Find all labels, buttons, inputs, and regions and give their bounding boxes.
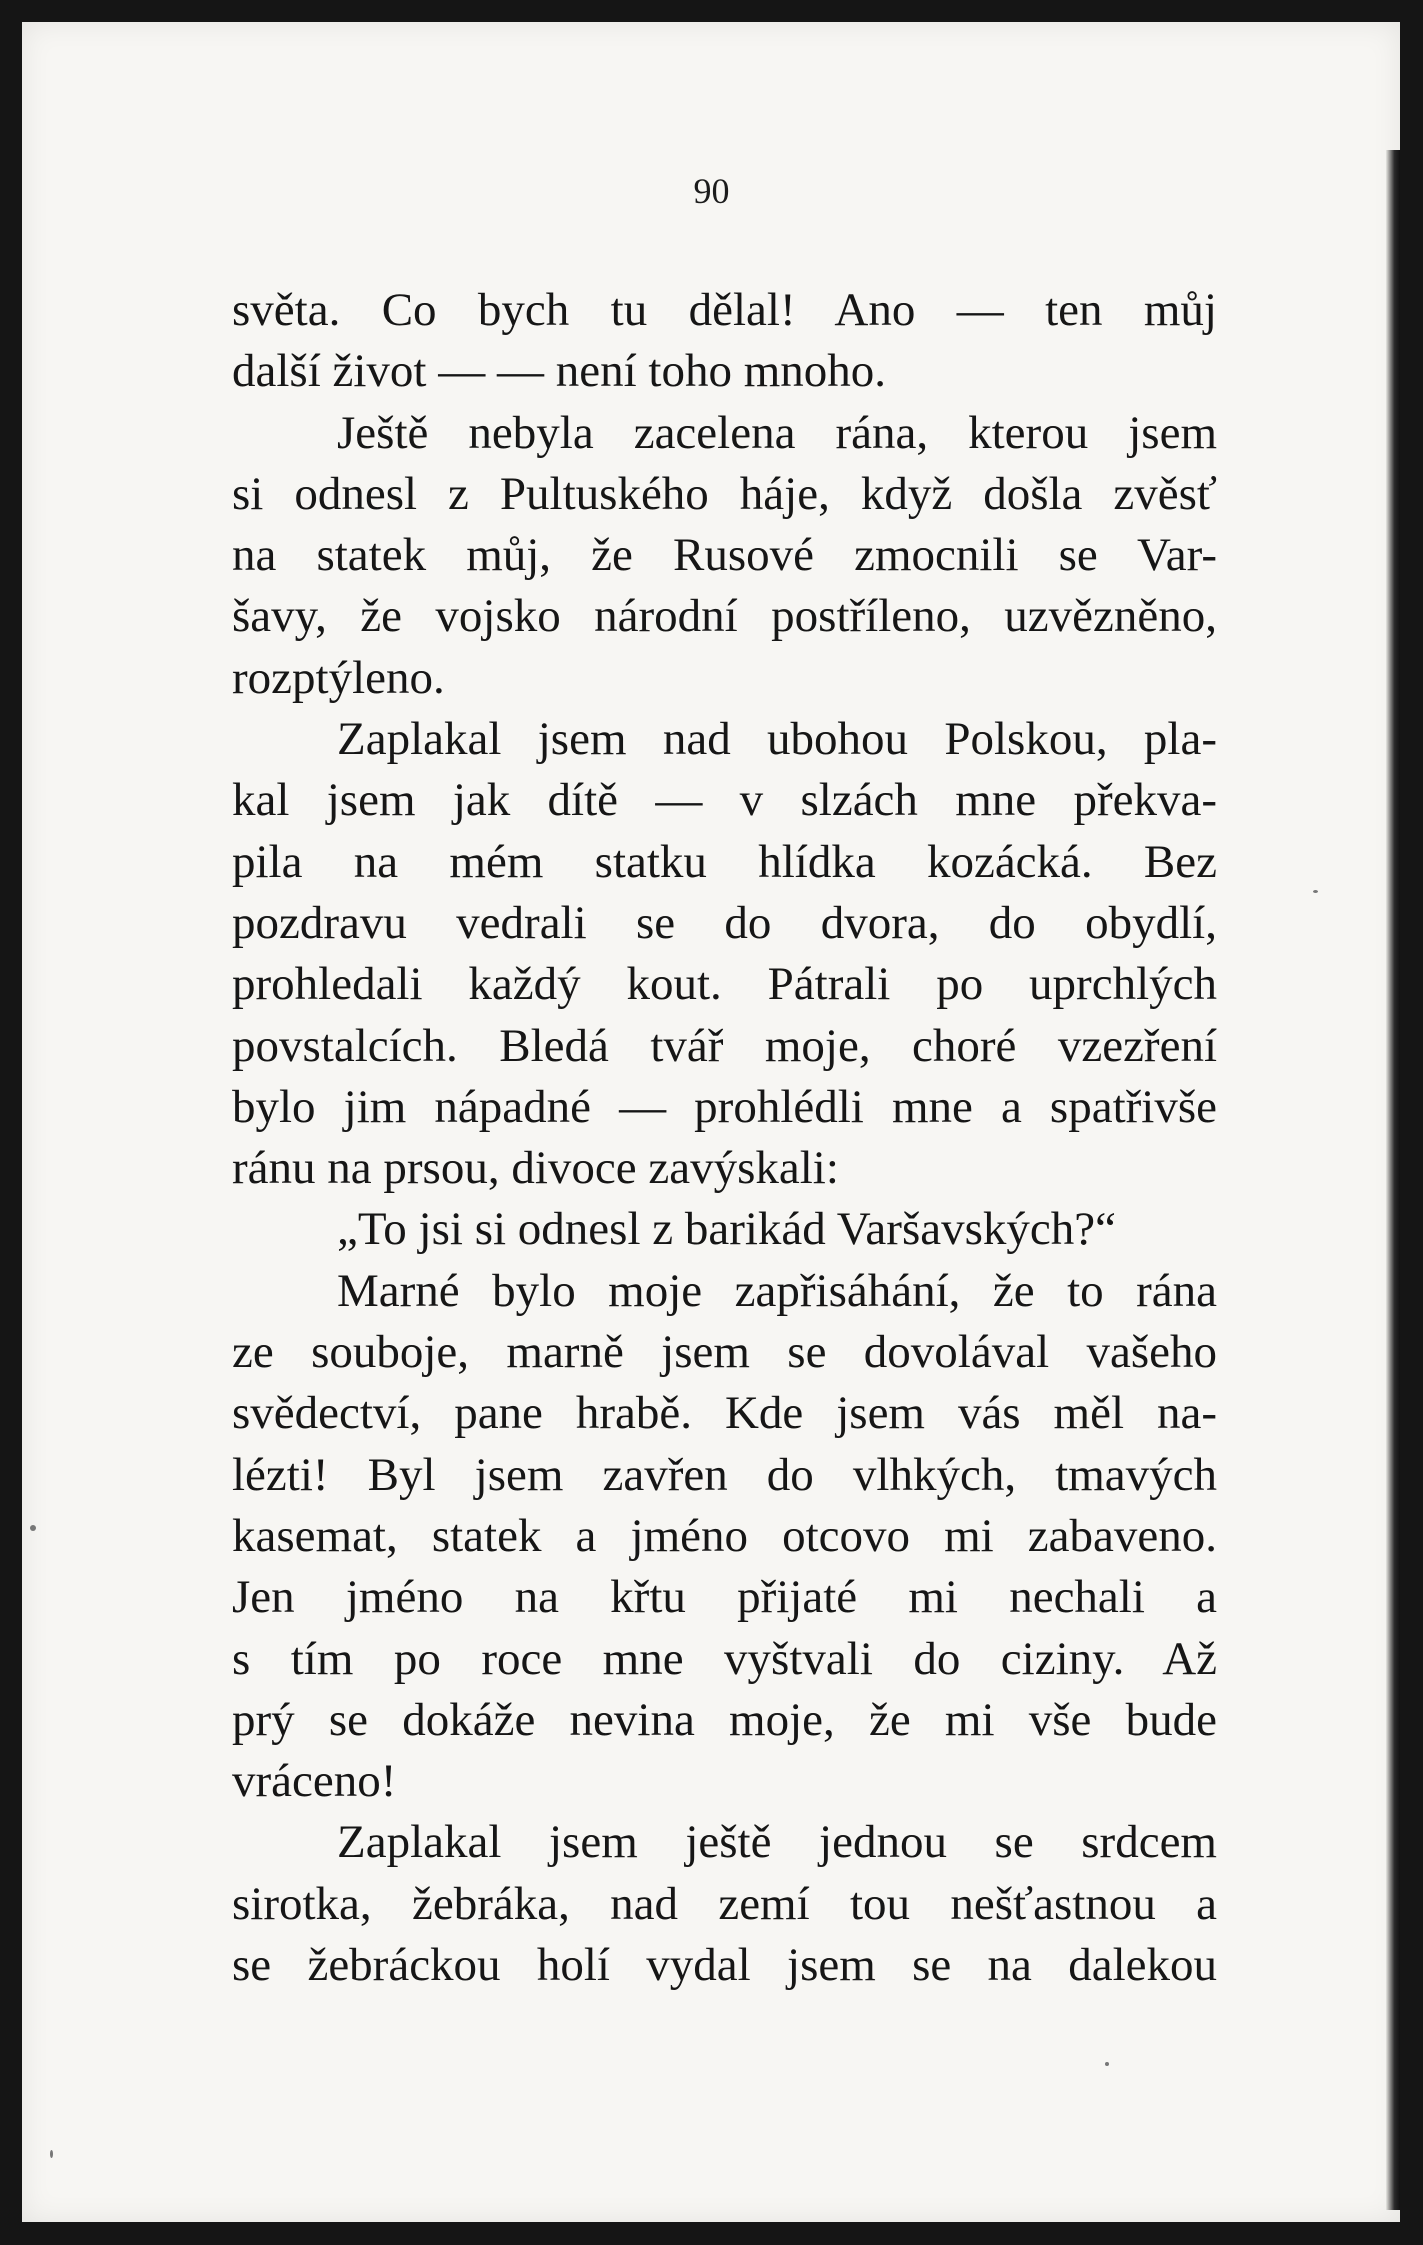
text-line: kal jsem jak dítě — v slzách mne překva- [232, 774, 1217, 827]
text-line: kasemat, statek a jméno otcovo mi zabaveno. [232, 1509, 1217, 1562]
body-text [232, 280, 1217, 1996]
scan-speck [1105, 2062, 1109, 2066]
text-line: vráceno! [232, 1755, 397, 1808]
text-line: lézti! Byl jsem zavřen do vlhkých, tmavých [232, 1448, 1217, 1501]
page-number: 90 [693, 171, 730, 211]
text-line: Zaplakal jsem ještě jednou se srdcem [337, 1816, 1217, 1869]
text-line: světa. Co bych tu dělal! Ano — ten můj [232, 284, 1217, 336]
text-line: další život — — není toho mnoho. [232, 345, 887, 398]
text-line: Marné bylo moje zapřisáhání, že to rána [337, 1264, 1217, 1317]
text-line: prohledali každý kout. Pátrali po uprchlých [232, 958, 1217, 1011]
text-line: Zaplakal jsem nad ubohou Polskou, pla- [337, 713, 1217, 766]
scan-speck [1313, 890, 1318, 893]
text-line: Jen jméno na křtu přijaté mi nechali a [232, 1571, 1217, 1624]
text-line: Ještě nebyla zacelena rána, kterou jsem [337, 406, 1217, 459]
text-line: prý se dokáže nevina moje, že mi vše bude [232, 1693, 1217, 1746]
text-line: pozdravu vedrali se do dvora, do obydlí, [232, 896, 1217, 949]
text-line: pila na mém statku hlídka kozácká. Bez [232, 835, 1217, 888]
text-line: s tím po roce mne vyštvali do ciziny. Až [232, 1632, 1217, 1685]
text-line: ránu na prsou, divoce zavýskali: [232, 1142, 839, 1195]
text-line: se žebráckou holí vydal jsem se na dalekou [232, 1939, 1217, 1992]
scan-speck [50, 2150, 53, 2158]
text-line: ze souboje, marně jsem se dovolával vašeho [232, 1326, 1217, 1379]
text-line: svědectví, pane hrabě. Kde jsem vás měl na- [232, 1387, 1217, 1440]
scan-speck [30, 1525, 36, 1531]
text-line: povstalcích. Bledá tvář moje, choré vzezření [232, 1019, 1217, 1072]
text-line: „To jsi si odnesl z barikád Varšavských?“ [337, 1203, 1116, 1256]
text-line: si odnesl z Pultuského háje, když došla zvěsť [232, 467, 1217, 520]
text-line: bylo jim nápadné — prohlédli mne a spatřivše [232, 1080, 1217, 1133]
text-line: rozptýleno. [232, 651, 445, 704]
text-line: na statek můj, že Rusové zmocnili se Var- [232, 529, 1217, 582]
page-edge-shadow [1386, 150, 1400, 2210]
text-line: sirotka, žebráka, nad zemí tou nešťastnou a [232, 1877, 1217, 1930]
text-line: šavy, že vojsko národní postříleno, uzvězněno, [232, 590, 1217, 643]
